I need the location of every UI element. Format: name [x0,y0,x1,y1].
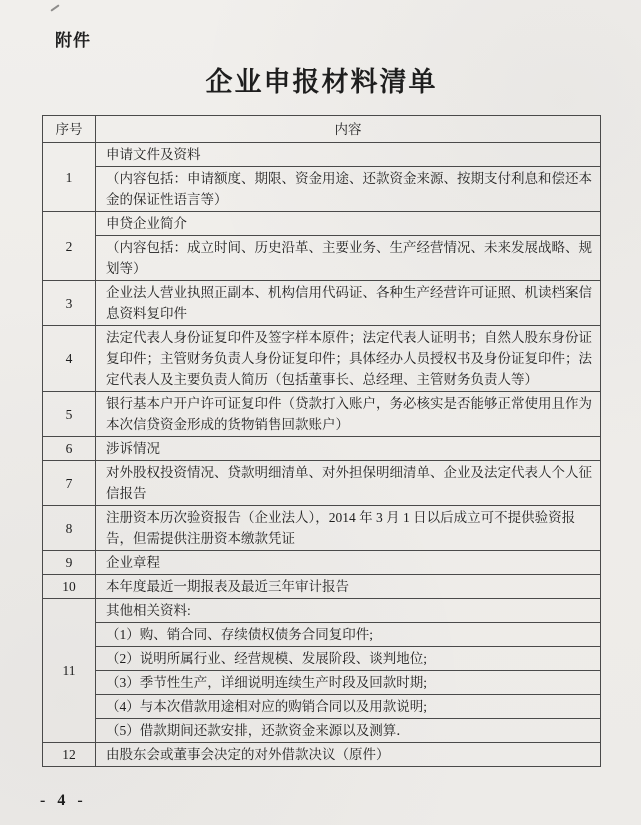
row-number-cell: 4 [43,326,96,392]
table-row [43,623,601,647]
table-row [43,575,601,599]
table-row [43,212,601,236]
row-number-cell: 8 [43,506,96,551]
table-row [43,392,601,437]
content-cell: 涉诉情况 [96,437,601,461]
table-row [43,236,601,281]
materials-table [42,115,601,767]
table-row [43,143,601,167]
table-row [43,281,601,326]
content-cell: 法定代表人身份证复印件及签字样本原件；法定代表人证明书；自然人股东身份证复印件；主管财务负责人身份证复印件；具体经办人员授权书及身份证复印件；法定代表人及主要负责人简历（包括董事长、总经理、主管财务负责人等） [96,326,601,392]
header-no: 序号 [43,116,96,143]
content-cell: （3）季节性生产，详细说明连续生产时段及回款时期; [96,671,601,695]
row-number-cell: 9 [43,551,96,575]
row-number-cell: 2 [43,212,96,281]
header-content: 内容 [96,116,601,143]
row-number-cell: 1 [43,143,96,212]
table-row [43,437,601,461]
scan-speck [50,4,59,11]
row-number-cell: 3 [43,281,96,326]
table-row [43,326,601,392]
content-cell: （内容包括：申请额度、期限、资金用途、还款资金来源、按期支付利息和偿还本金的保证性语言等） [96,167,601,212]
content-cell: 企业章程 [96,551,601,575]
page-number: - 4 - [40,792,87,809]
table-row [43,506,601,551]
content-cell: （5）借款期间还款安排，还款资金来源以及测算． [96,719,601,743]
content-cell: （1）购、销合同、存续债权债务合同复印件; [96,623,601,647]
table-row [43,647,601,671]
table-row [43,551,601,575]
content-cell: 由股东会或董事会决定的对外借款决议（原件） [96,743,601,767]
table-header-row [43,116,601,143]
table-row [43,599,601,623]
row-number-cell: 11 [43,599,96,743]
content-cell: 申请文件及资料 [96,143,601,167]
row-number-cell: 10 [43,575,96,599]
content-cell: （4）与本次借款用途相对应的购销合同以及用款说明; [96,695,601,719]
table-row [43,461,601,506]
content-cell: 注册资本历次验资报告（企业法人），2014 年 3 月 1 日以后成立可不提供验资报告，但需提供注册资本缴款凭证 [96,506,601,551]
row-number-cell: 12 [43,743,96,767]
table-row [43,719,601,743]
attachment-label: 附件 [55,31,91,50]
table-row [43,743,601,767]
row-number-cell: 6 [43,437,96,461]
table-row [43,167,601,212]
table-row [43,671,601,695]
content-cell: （内容包括：成立时间、历史沿革、主要业务、生产经营情况、未来发展战略、规划等） [96,236,601,281]
content-cell: 对外股权投资情况、贷款明细清单、对外担保明细清单、企业及法定代表人个人征信报告 [96,461,601,506]
content-cell: 其他相关资料: [96,599,601,623]
content-cell: （2）说明所属行业、经营规模、发展阶段、谈判地位; [96,647,601,671]
content-cell: 本年度最近一期报表及最近三年审计报告 [96,575,601,599]
content-cell: 企业法人营业执照正副本、机构信用代码证、各种生产经营许可证照、机读档案信息资料复印件 [96,281,601,326]
content-cell: 银行基本户开户许可证复印件（贷款打入账户，务必核实是否能够正常使用且作为本次信贷资金形成的货物销售回款账户） [96,392,601,437]
page-title: 企业申报材料清单 [205,67,438,97]
row-number-cell: 5 [43,392,96,437]
row-number-cell: 7 [43,461,96,506]
content-cell: 申贷企业简介 [96,212,601,236]
table-row [43,695,601,719]
